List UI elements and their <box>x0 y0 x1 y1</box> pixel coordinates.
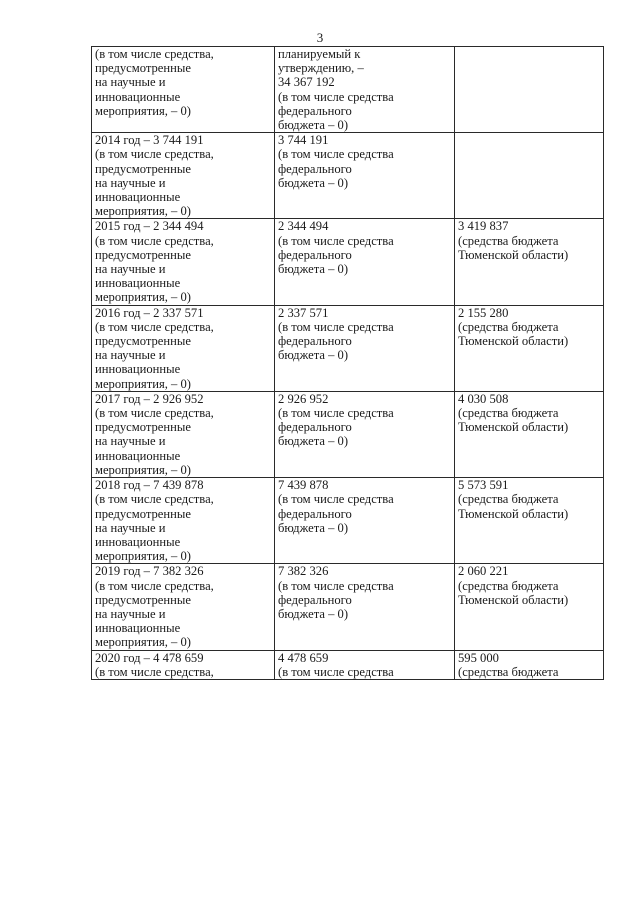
cell-line: мероприятия, – 0) <box>95 462 191 477</box>
cell-line: (в том числе средства, <box>95 492 214 507</box>
cell-line: федерального <box>278 592 352 607</box>
cell-line: Тюменской области) <box>458 592 569 607</box>
cell-line: (в том числе средства <box>278 89 394 104</box>
table-cell-c1 <box>92 219 275 305</box>
cell-line: 2014 год – 3 744 191 <box>95 133 204 148</box>
cell-line: 2018 год – 7 439 878 <box>95 478 204 493</box>
cell-line: мероприятия, – 0) <box>95 204 191 219</box>
cell-line: утверждению, – <box>278 61 364 76</box>
cell-line: предусмотренные <box>95 161 191 176</box>
table-row <box>92 305 604 391</box>
cell-line: 3 419 837 <box>458 219 509 234</box>
cell-line: предусмотренные <box>95 506 191 521</box>
cell-line: бюджета – 0) <box>278 348 349 363</box>
cell-line: предусмотренные <box>95 592 191 607</box>
cell-line: предусмотренные <box>95 247 191 262</box>
cell-line: (в том числе средства <box>278 233 394 248</box>
table-cell-c3 <box>455 219 604 305</box>
table-cell-c1 <box>92 47 275 133</box>
cell-line: (средства бюджета <box>458 664 559 679</box>
cell-line: 7 382 326 <box>278 564 329 579</box>
cell-line: (в том числе средства <box>278 406 394 421</box>
cell-line: предусмотренные <box>95 61 191 76</box>
table-cell-c2 <box>275 650 455 679</box>
cell-line: (в том числе средства, <box>95 233 214 248</box>
cell-line: 2020 год – 4 478 659 <box>95 650 204 665</box>
table-cell-c1 <box>92 133 275 219</box>
table-cell-c3 <box>455 133 604 219</box>
cell-line: (средства бюджета <box>458 233 559 248</box>
cell-line: инновационные <box>95 534 181 549</box>
table-cell-c1 <box>92 391 275 477</box>
cell-line: 5 573 591 <box>458 478 509 493</box>
cell-line: федерального <box>278 161 352 176</box>
cell-line: на научные и <box>95 175 166 190</box>
cell-line: мероприятия, – 0) <box>95 635 191 650</box>
cell-line: Тюменской области) <box>458 420 569 435</box>
cell-line: 2 060 221 <box>458 564 509 579</box>
table-cell-c2 <box>275 391 455 477</box>
table-row <box>92 219 604 305</box>
cell-line: инновационные <box>95 89 181 104</box>
cell-line: федерального <box>278 420 352 435</box>
cell-line: инновационные <box>95 276 181 291</box>
cell-line: 34 367 192 <box>278 75 335 90</box>
table-cell-c2 <box>275 478 455 564</box>
table-row <box>92 564 604 650</box>
cell-line: мероприятия, – 0) <box>95 290 191 305</box>
table-cell-c3 <box>455 391 604 477</box>
table-row <box>92 391 604 477</box>
cell-line: 4 478 659 <box>278 650 329 665</box>
table-cell-c3 <box>455 650 604 679</box>
cell-line: бюджета – 0) <box>278 434 349 449</box>
cell-line: (в том числе средства <box>278 578 394 593</box>
cell-line: 2 155 280 <box>458 305 509 320</box>
table-cell-c2 <box>275 305 455 391</box>
cell-line: (средства бюджета <box>458 406 559 421</box>
cell-line: 3 744 191 <box>278 133 329 148</box>
cell-line: (в том числе средства, <box>95 664 214 679</box>
cell-line: 7 439 878 <box>278 478 329 493</box>
table-cell-c3 <box>455 478 604 564</box>
cell-line: (средства бюджета <box>458 492 559 507</box>
cell-line: предусмотренные <box>95 420 191 435</box>
cell-line: (в том числе средства <box>278 664 394 679</box>
table-row <box>92 650 604 679</box>
cell-line: (в том числе средства <box>278 492 394 507</box>
table-cell-c3 <box>455 47 604 133</box>
funding-table <box>91 46 604 680</box>
table-cell-c2 <box>275 564 455 650</box>
cell-line: бюджета – 0) <box>278 262 349 277</box>
table-row <box>92 478 604 564</box>
cell-line: на научные и <box>95 434 166 449</box>
page-number: 3 <box>316 30 324 45</box>
cell-line: планируемый к <box>278 47 361 61</box>
cell-line: на научные и <box>95 262 166 277</box>
cell-line: 595 000 <box>458 650 499 665</box>
cell-line: предусмотренные <box>95 334 191 349</box>
table-cell-c3 <box>455 305 604 391</box>
cell-line: на научные и <box>95 348 166 363</box>
table-row <box>92 133 604 219</box>
cell-line: 2 337 571 <box>278 305 329 320</box>
cell-line: бюджета – 0) <box>278 606 349 621</box>
cell-line: 2015 год – 2 344 494 <box>95 219 204 234</box>
cell-line: инновационные <box>95 448 181 463</box>
table-cell-c2 <box>275 133 455 219</box>
table-cell-c1 <box>92 564 275 650</box>
cell-line: инновационные <box>95 362 181 377</box>
cell-line: федерального <box>278 334 352 349</box>
cell-line: бюджета – 0) <box>278 175 349 190</box>
cell-line: бюджета – 0) <box>278 118 349 133</box>
cell-line: (средства бюджета <box>458 319 559 334</box>
cell-line: (в том числе средства <box>278 147 394 162</box>
cell-line: федерального <box>278 247 352 262</box>
cell-line: (средства бюджета <box>458 578 559 593</box>
table-cell-c2 <box>275 219 455 305</box>
cell-line: инновационные <box>95 190 181 205</box>
cell-line: на научные и <box>95 520 166 535</box>
cell-line: федерального <box>278 103 352 118</box>
table-cell-c1 <box>92 478 275 564</box>
cell-line: 2016 год – 2 337 571 <box>95 305 204 320</box>
cell-line: мероприятия, – 0) <box>95 549 191 564</box>
cell-line: бюджета – 0) <box>278 520 349 535</box>
funding-table-body <box>92 47 604 680</box>
cell-line: мероприятия, – 0) <box>95 103 191 118</box>
cell-line: 4 030 508 <box>458 391 509 406</box>
cell-line: (в том числе средства, <box>95 47 214 61</box>
cell-line: (в том числе средства, <box>95 406 214 421</box>
table-cell-c1 <box>92 305 275 391</box>
table-cell-c2 <box>275 47 455 133</box>
cell-line: (в том числе средства, <box>95 578 214 593</box>
cell-line: инновационные <box>95 621 181 636</box>
cell-line: на научные и <box>95 75 166 90</box>
table-row <box>92 47 604 133</box>
cell-line: (в том числе средства, <box>95 147 214 162</box>
cell-line: (в том числе средства <box>278 319 394 334</box>
cell-line: федерального <box>278 506 352 521</box>
table-cell-c1 <box>92 650 275 679</box>
cell-line: Тюменской области) <box>458 506 569 521</box>
cell-line: 2 926 952 <box>278 391 329 406</box>
cell-line: 2017 год – 2 926 952 <box>95 391 204 406</box>
cell-line: (в том числе средства, <box>95 319 214 334</box>
cell-line: на научные и <box>95 606 166 621</box>
cell-line: 2019 год – 7 382 326 <box>95 564 204 579</box>
cell-line: 2 344 494 <box>278 219 329 234</box>
cell-line: мероприятия, – 0) <box>95 376 191 391</box>
cell-line: Тюменской области) <box>458 247 569 262</box>
table-cell-c3 <box>455 564 604 650</box>
cell-line: Тюменской области) <box>458 334 569 349</box>
